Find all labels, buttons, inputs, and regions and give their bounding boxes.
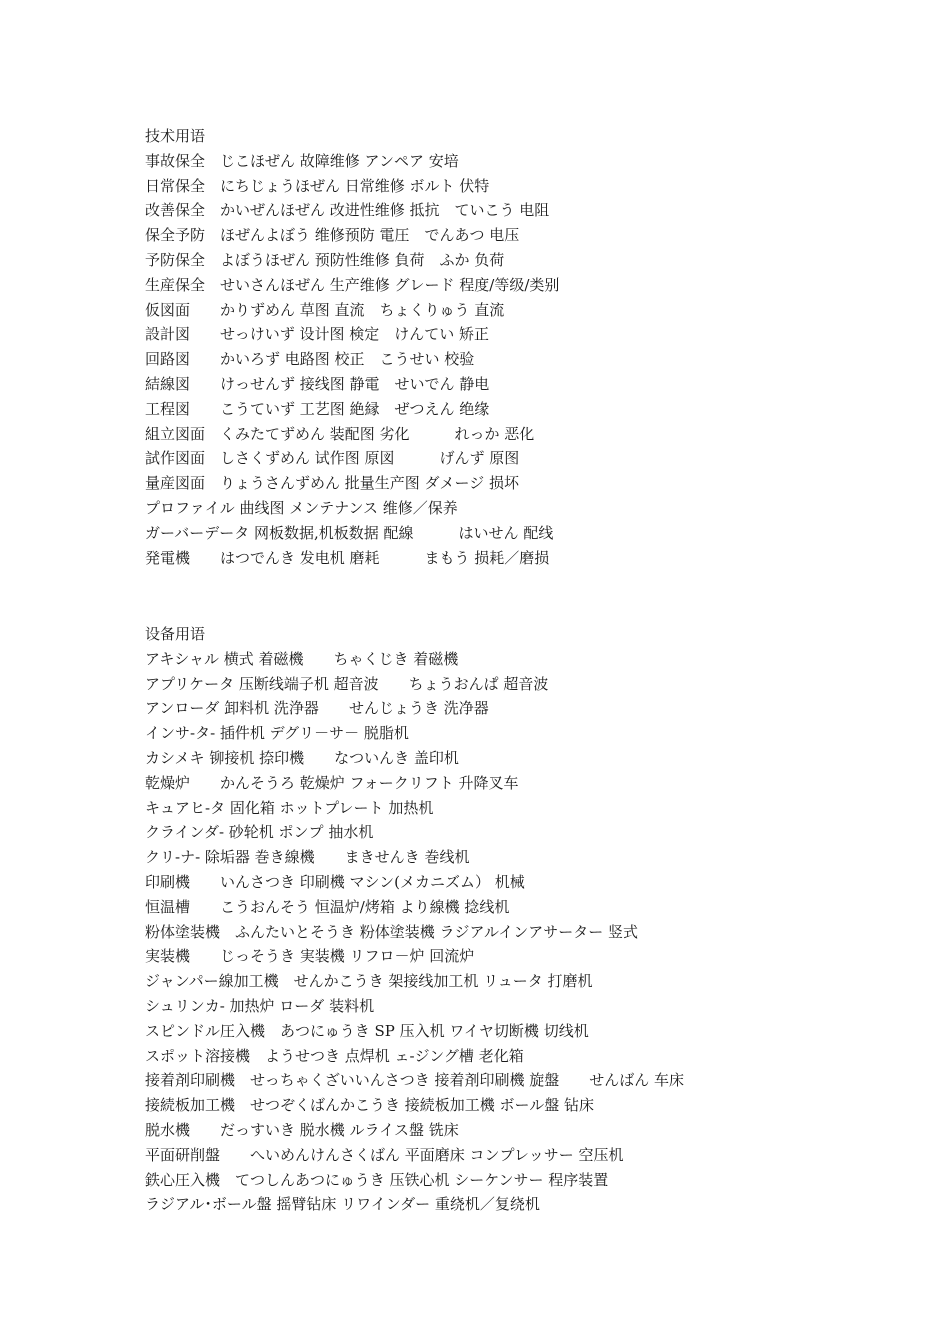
term-line: アキシャル 横式 着磁機 ちゃくじき 着磁機: [145, 649, 459, 668]
section-technical-terms: [145, 124, 925, 570]
term-line: 発電機 はつでんき 发电机 磨耗 まもう 损耗／磨损: [145, 548, 550, 567]
term-line: 日常保全 にちじょうほぜん 日常维修 ボルト 伏特: [145, 176, 490, 195]
term-line: スピンドル圧入機 あつにゅうき SP 压入机 ワイヤ切断機 切线机: [145, 1021, 589, 1040]
term-line: 予防保全 よぼうほぜん 预防性维修 負荷 ふか 负荷: [145, 250, 505, 269]
term-line: アンローダ 卸料机 洗浄器 せんじょうき 洗净器: [145, 699, 489, 718]
term-line: 印刷機 いんさつき 印刷機 マシン(メカニズム） 机械: [145, 872, 525, 891]
term-line: シュリンカ- 加热炉 ローダ 装料机: [145, 996, 375, 1015]
term-line: ラジアル･ボール盤 摇臂钻床 リワインダー 重绕机／复绕机: [145, 1195, 540, 1214]
term-line: ジャンパー線加工機 せんかこうき 架接线加工机 リュータ 打磨机: [145, 972, 593, 991]
term-line: 改善保全 かいぜんほぜん 改进性维修 抵抗 ていこう 电阻: [145, 201, 550, 220]
section-equipment-terms: [145, 622, 925, 1217]
term-line: スポット溶接機 ようせつき 点焊机 ェ-ジング槽 老化箱: [145, 1046, 524, 1065]
section-heading: 技术用语: [145, 127, 206, 145]
term-line: 工程図 こうていず 工艺图 絶縁 ぜつえん 绝缘: [145, 399, 490, 418]
term-line: クラインダ- 砂轮机 ポンプ 抽水机: [145, 823, 374, 842]
term-line: 結線図 けっせんず 接线图 静電 せいでん 静电: [145, 374, 490, 393]
term-line: 鉄心圧入機 てつしんあつにゅうき 压铁心机 シーケンサー 程序装置: [145, 1170, 609, 1189]
term-line: 生産保全 せいさんほぜん 生产维修 グレード 程度/等级/类别: [145, 275, 560, 294]
term-line: 試作図面 しさくずめん 试作图 原図 げんず 原图: [145, 449, 520, 468]
term-line: 回路図 かいろず 电路图 校正 こうせい 校验: [145, 350, 475, 369]
term-line: 設計図 せっけいず 设计图 検定 けんてい 矫正: [145, 325, 490, 344]
term-line: 脱水機 だっすいき 脱水機 ルライス盤 铣床: [145, 1120, 459, 1139]
term-line: 保全予防 ほぜんよぼう 维修预防 電圧 でんあつ 电压: [145, 226, 520, 245]
term-line: 実装機 じっそうき 実装機 リフロ－炉 回流炉: [145, 947, 475, 966]
term-line: 粉体塗装機 ふんたいとそうき 粉体塗装機 ラジアルインアサーター 竖式: [145, 922, 638, 941]
term-line: 事故保全 じこほぜん 故障维修 アンペア 安培: [145, 151, 459, 170]
term-line: 仮図面 かりずめん 草图 直流 ちょくりゅう 直流: [145, 300, 505, 319]
term-line: カシメキ 铆接机 捺印機 なついんき 盖印机: [145, 748, 459, 767]
term-line: クリ-ナ- 除垢器 巻き線機 まきせんき 巻线机: [145, 848, 470, 867]
term-line: 平面研削盤 へいめんけんさくばん 平面磨床 コンプレッサー 空压机: [145, 1145, 624, 1164]
term-line: 接続板加工機 せつぞくばんかこうき 接続板加工機 ボール盤 钻床: [145, 1096, 595, 1115]
term-line: アプリケータ 压断线端子机 超音波 ちょうおんぱ 超音波: [145, 674, 549, 693]
term-line: インサ-タ- 插件机 デグリ－サ－ 脱脂机: [145, 724, 409, 743]
term-line: プロファイル 曲线图 メンテナンス 维修／保养: [145, 498, 458, 517]
term-line: 乾燥炉 かんそうろ 乾燥炉 フォークリフト 升降叉车: [145, 773, 519, 792]
term-line: ガーバーデータ 网板数据,机板数据 配線 はいせん 配线: [145, 523, 554, 542]
term-line: 組立図面 くみたてずめん 装配图 劣化 れっか 恶化: [145, 424, 535, 443]
term-line: 接着剤印刷機 せっちゃくざいいんさつき 接着剤印刷機 旋盤 せんばん 车床: [145, 1071, 685, 1090]
section-heading: 设备用语: [145, 625, 206, 643]
term-line: 量産図面 りょうさんずめん 批量生产图 ダメージ 损坏: [145, 474, 520, 493]
term-line: 恒温槽 こうおんそう 恒温炉/烤箱 より線機 捻线机: [145, 897, 510, 916]
term-line: キュアヒ-タ 固化箱 ホットプレート 加热机: [145, 798, 434, 817]
